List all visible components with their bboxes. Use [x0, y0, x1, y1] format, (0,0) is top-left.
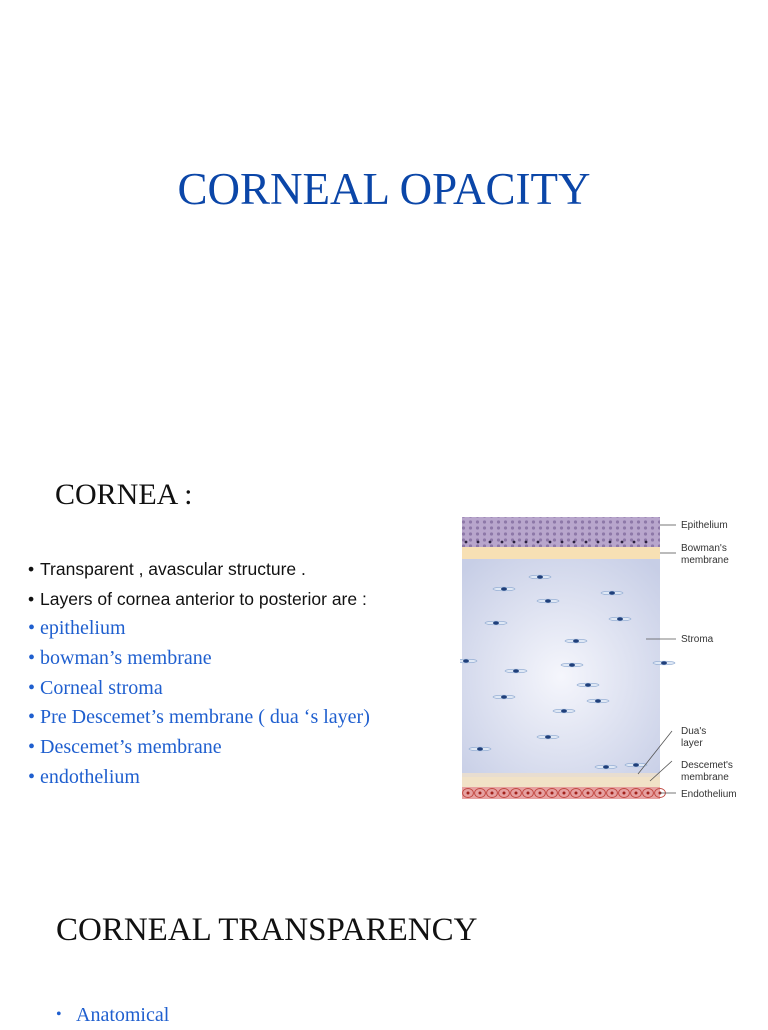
label-descemet-line2: membrane	[681, 772, 729, 783]
label-endothelium: Endothelium	[681, 789, 737, 800]
endothelial-nucleus	[611, 792, 614, 795]
bullet-item: • epithelium	[28, 614, 438, 644]
basal-cell	[633, 541, 636, 544]
keratocyte-nucleus	[537, 575, 543, 578]
keratocyte-nucleus	[617, 617, 623, 620]
keratocyte-nucleus	[513, 669, 519, 672]
label-stroma: Stroma	[681, 634, 714, 645]
basal-cell	[585, 541, 588, 544]
endothelial-nucleus	[491, 792, 494, 795]
basal-cell	[489, 541, 492, 544]
keratocyte-nucleus	[569, 663, 575, 666]
label-bowman-line1: Bowman's	[681, 543, 727, 554]
transparency-list	[56, 1000, 169, 1030]
endothelial-nucleus	[539, 792, 542, 795]
endothelial-nucleus	[563, 792, 566, 795]
keratocyte-nucleus	[463, 659, 469, 662]
endothelial-nucleus	[551, 792, 554, 795]
bullet-item: • Pre Descemet’s membrane ( dua ‘s layer)	[28, 703, 438, 733]
dua-layer	[462, 773, 660, 777]
bullet-item: • Descemet’s membrane	[28, 733, 438, 763]
keratocyte-nucleus	[595, 699, 601, 702]
basal-cell	[621, 541, 624, 544]
slide-title: CORNEAL OPACITY	[177, 164, 591, 214]
keratocyte-nucleus	[661, 661, 667, 664]
endothelial-nucleus	[503, 792, 506, 795]
keratocyte-nucleus	[477, 747, 483, 750]
endothelial-nucleus	[647, 792, 650, 795]
basal-cell	[645, 541, 648, 544]
basal-cell	[477, 541, 480, 544]
keratocyte-nucleus	[545, 599, 551, 602]
descemet-layer	[462, 777, 660, 787]
bullet-item: • Transparent , avascular structure .	[28, 555, 438, 585]
stroma-layer	[462, 559, 660, 773]
endothelial-nucleus	[587, 792, 590, 795]
keratocyte-nucleus	[585, 683, 591, 686]
keratocyte-nucleus	[573, 639, 579, 642]
basal-cell	[501, 541, 504, 544]
cornea-heading: CORNEA :	[55, 478, 193, 511]
label-dua-line1: Dua's	[681, 726, 707, 737]
endothelial-nucleus	[467, 792, 470, 795]
basal-cell	[513, 541, 516, 544]
transparency-item: • Anatomical	[56, 1000, 169, 1030]
endothelial-nucleus	[479, 792, 482, 795]
bullet-item: • endothelium	[28, 763, 438, 793]
keratocyte-nucleus	[603, 765, 609, 768]
bullet-item: • bowman’s membrane	[28, 644, 438, 674]
basal-cell	[573, 541, 576, 544]
bullet-item: • Corneal stroma	[28, 674, 438, 704]
bullet-item: • Layers of cornea anterior to posterior are :	[28, 585, 438, 615]
label-dua-line2: layer	[681, 738, 703, 749]
endothelial-nucleus	[575, 792, 578, 795]
keratocyte-nucleus	[493, 621, 499, 624]
endothelial-nucleus	[515, 792, 518, 795]
endothelial-nucleus	[623, 792, 626, 795]
label-bowman-line2: membrane	[681, 555, 729, 566]
basal-cell	[609, 541, 612, 544]
keratocyte-nucleus	[501, 695, 507, 698]
cornea-layers-diagram	[460, 513, 750, 803]
basal-cell	[525, 541, 528, 544]
label-descemet-line1: Descemet's	[681, 760, 733, 771]
basal-cell	[465, 541, 468, 544]
keratocyte-nucleus	[561, 709, 567, 712]
transparency-heading: CORNEAL TRANSPARENCY	[56, 912, 478, 948]
bowman-layer	[462, 547, 660, 559]
keratocyte-nucleus	[609, 591, 615, 594]
keratocyte-nucleus	[501, 587, 507, 590]
basal-cell	[549, 541, 552, 544]
basal-cell	[597, 541, 600, 544]
keratocyte-nucleus	[545, 735, 551, 738]
basal-cell	[537, 541, 540, 544]
endothelial-nucleus	[599, 792, 602, 795]
keratocyte-nucleus	[633, 763, 639, 766]
label-epithelium: Epithelium	[681, 520, 728, 531]
endothelial-nucleus	[527, 792, 530, 795]
basal-cell	[561, 541, 564, 544]
endothelial-nucleus	[635, 792, 638, 795]
cornea-bullet-list	[28, 555, 438, 793]
